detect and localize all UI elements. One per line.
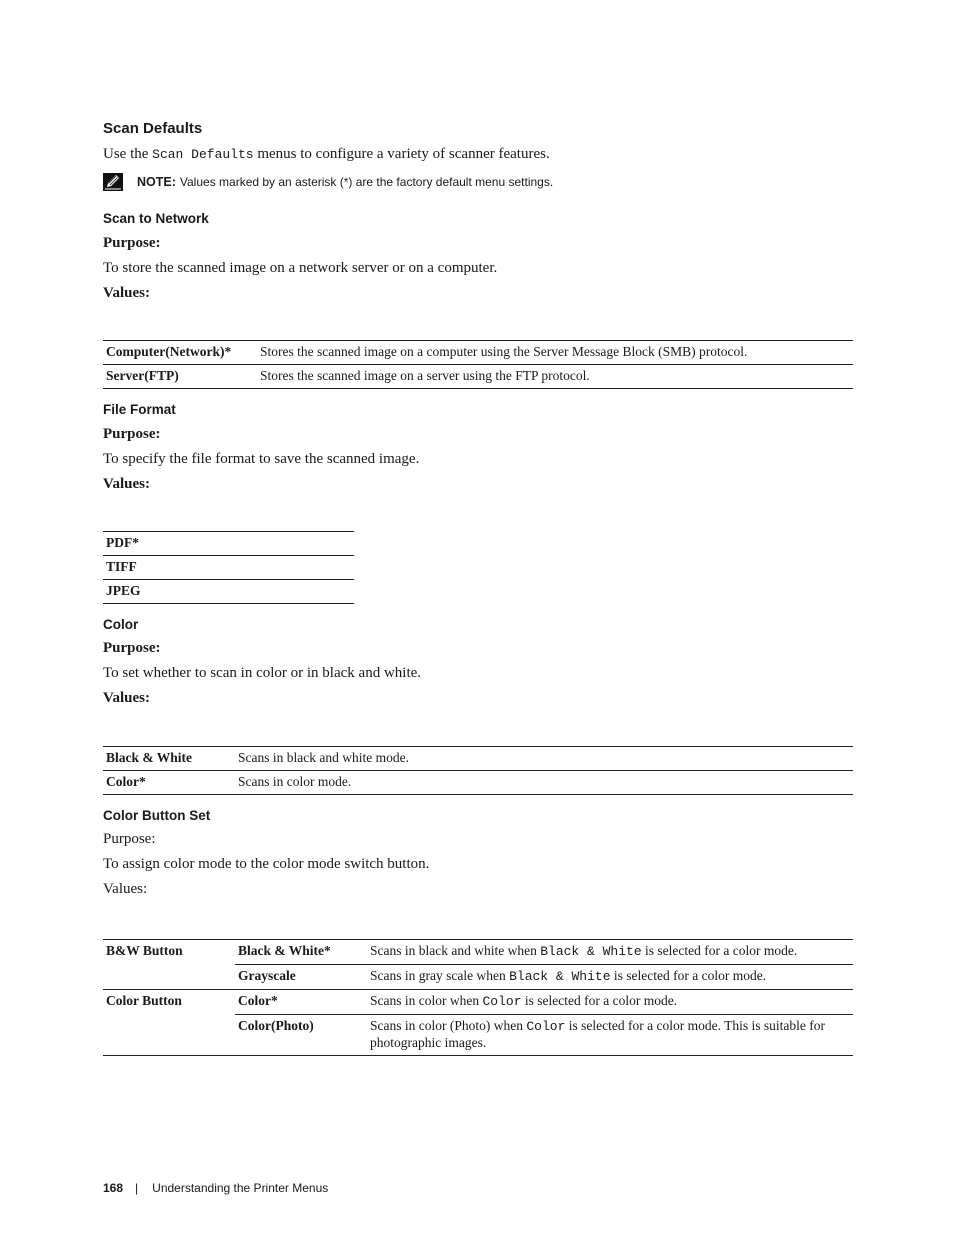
color-button-set-heading: Color Button Set xyxy=(103,808,211,823)
option-description xyxy=(367,1015,853,1056)
description-text: Scans in gray scale when xyxy=(370,968,506,983)
table-row xyxy=(103,580,354,604)
color-purpose-label: Purpose: xyxy=(103,640,161,656)
note xyxy=(103,173,553,191)
pencil-note-icon xyxy=(103,173,123,191)
option-description xyxy=(367,940,853,965)
table-row xyxy=(103,965,853,990)
intro-text-before: Use the xyxy=(103,146,149,162)
color-button-set-table xyxy=(103,939,853,1056)
option-name: Grayscale xyxy=(235,965,367,990)
value-name: Server(FTP) xyxy=(103,365,257,389)
file-format-table xyxy=(103,531,354,604)
value-name: PDF* xyxy=(103,532,354,556)
description-code: Black & White xyxy=(509,969,611,984)
table-row xyxy=(103,1015,853,1056)
button-group-name: Color Button xyxy=(106,993,182,1008)
chapter-title: Understanding the Printer Menus xyxy=(152,1181,329,1195)
option-name: Color(Photo) xyxy=(235,1015,367,1056)
table-row xyxy=(103,556,354,580)
scan-to-network-table xyxy=(103,340,853,389)
file-format-heading: File Format xyxy=(103,402,176,417)
description-text: is selected for a color mode. xyxy=(524,993,678,1008)
scan-to-network-purpose-label: Purpose: xyxy=(103,235,161,251)
file-format-values-label: Values: xyxy=(103,476,150,492)
file-format-purpose: To specify the file format to save the scanned image. xyxy=(103,451,420,467)
section-title: Scan Defaults xyxy=(103,120,203,137)
value-name: TIFF xyxy=(103,556,354,580)
scan-to-network-heading: Scan to Network xyxy=(103,211,209,226)
value-description: Stores the scanned image on a computer using the Server Message Block (SMB) protocol. xyxy=(257,341,853,365)
footer-separator: | xyxy=(135,1181,139,1195)
description-code: Color xyxy=(526,1019,566,1034)
note-label: NOTE: xyxy=(137,175,176,189)
color-heading: Color xyxy=(103,617,139,632)
page-number: 168 xyxy=(103,1181,124,1195)
intro-text-after: menus to configure a variety of scanner features. xyxy=(257,146,550,162)
value-description: Stores the scanned image on a server using the FTP protocol. xyxy=(257,365,853,389)
value-name: Computer(Network)* xyxy=(103,341,257,365)
color-values-label: Values: xyxy=(103,690,150,706)
intro-paragraph xyxy=(103,146,550,163)
file-format-purpose-label: Purpose: xyxy=(103,426,161,442)
value-name: Black & White xyxy=(103,747,235,771)
button-group-name: B&W Button xyxy=(103,940,235,965)
description-text: Scans in color (Photo) when xyxy=(370,1018,523,1033)
color-purpose: To set whether to scan in color or in black and white. xyxy=(103,665,422,681)
table-row xyxy=(103,365,853,389)
description-text: Scans in black and white when xyxy=(370,943,537,958)
table-row xyxy=(103,771,853,795)
color-button-set-purpose: To assign color mode to the color mode switch button. xyxy=(103,856,430,872)
value-name: JPEG xyxy=(103,580,354,604)
option-name: Color* xyxy=(235,990,367,1015)
intro-code: Scan Defaults xyxy=(152,147,254,162)
description-text: is selected for a color mode. xyxy=(645,943,798,958)
table-row xyxy=(103,532,354,556)
button-group-name xyxy=(103,1015,235,1056)
table-row xyxy=(103,990,853,1015)
button-group-name xyxy=(103,965,235,990)
description-code: Color xyxy=(482,994,522,1009)
table-row xyxy=(103,341,853,365)
scan-to-network-values-label: Values: xyxy=(103,285,150,301)
color-button-set-purpose-label: Purpose: xyxy=(103,831,156,847)
option-description xyxy=(367,965,853,990)
description-text: is selected for a color mode. This is suitable for photographic images. xyxy=(370,1018,825,1050)
value-description: Scans in color mode. xyxy=(235,771,853,795)
description-text: is selected for a color mode. xyxy=(613,968,767,983)
option-name: Black & White* xyxy=(235,940,367,965)
table-row xyxy=(103,747,853,771)
description-code: Black & White xyxy=(540,944,642,959)
description-text: Scans in color when xyxy=(370,993,480,1008)
table-row xyxy=(103,940,853,965)
note-text: Values marked by an asterisk (*) are the factory default menu settings. xyxy=(179,175,554,189)
option-description xyxy=(367,990,853,1015)
color-button-set-values-label: Values: xyxy=(103,881,148,897)
value-description: Scans in black and white mode. xyxy=(235,747,853,771)
page-footer xyxy=(103,1181,328,1195)
scan-to-network-purpose: To store the scanned image on a network server or on a computer. xyxy=(103,260,498,276)
color-table xyxy=(103,746,853,795)
value-name: Color* xyxy=(103,771,235,795)
